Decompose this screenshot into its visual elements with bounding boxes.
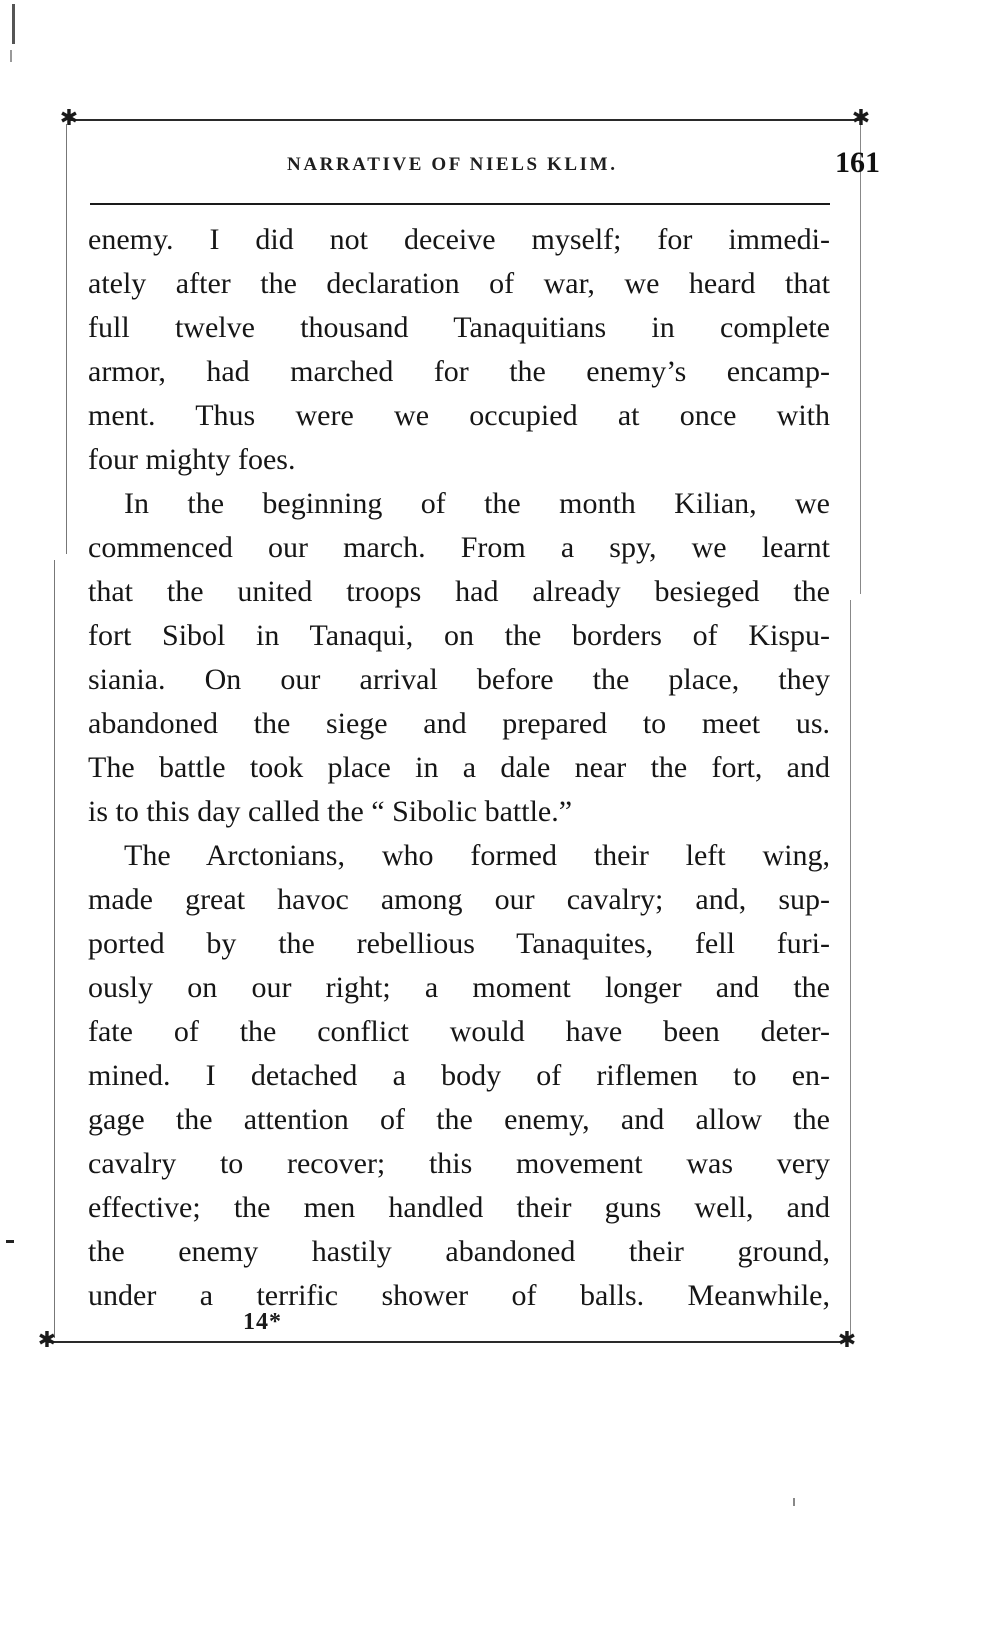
text-line: siania. On our arrival before the place, they (88, 663, 830, 696)
text-line: commenced our march. From a spy, we learnt (88, 531, 830, 564)
text-line: ment. Thus were we occupied at once with (88, 399, 830, 432)
text-line: ported by the rebellious Tanaquites, fell furi- (88, 927, 830, 960)
text-line: In the beginning of the month Kilian, we (124, 487, 830, 520)
text-line: ously on our right; a moment longer and the (88, 971, 830, 1004)
text-line: is to this day called the “ Sibolic battle.” (88, 795, 573, 828)
scan-speck (10, 50, 12, 62)
text-line: The battle took place in a dale near the fort, and (88, 751, 830, 784)
text-line: under a terrific shower of balls. Meanwhile, (88, 1279, 830, 1312)
text-line: that the united troops had already besieged the (88, 575, 830, 608)
text-line: enemy. I did not deceive myself; for immedi- (88, 223, 830, 256)
corner-ornament-top-right: ✱ (851, 106, 871, 131)
signature-mark: 14* (243, 1309, 282, 1335)
header-rule (90, 203, 830, 205)
text-line: the enemy hastily abandoned their ground, (88, 1235, 830, 1268)
text-line: effective; the men handled their guns well, and (88, 1191, 830, 1224)
text-line: The Arctonians, who formed their left wing, (124, 839, 830, 872)
body-text (88, 218, 830, 1318)
text-line: full twelve thousand Tanaquitians in complete (88, 311, 830, 344)
corner-ornament-bottom-right: ✱ (837, 1328, 857, 1353)
text-line: abandoned the siege and prepared to meet us. (88, 707, 830, 740)
frame-left-rule-upper (66, 124, 67, 554)
text-line: gage the attention of the enemy, and allow the (88, 1103, 830, 1136)
corner-ornament-top-left: ✱ (59, 106, 79, 131)
frame-right-rule-upper (860, 124, 861, 594)
running-head-title: NARRATIVE OF NIELS KLIM. (287, 154, 618, 175)
corner-ornament-bottom-left: ✱ (37, 1328, 57, 1353)
scan-speck (793, 1498, 795, 1506)
text-line: fate of the conflict would have been deter- (88, 1015, 830, 1048)
text-line: four mighty foes. (88, 443, 296, 476)
frame-left-rule-lower (54, 560, 55, 1338)
scan-speck (12, 4, 15, 44)
frame-right-rule-lower (850, 600, 851, 1335)
text-line: armor, had marched for the enemy’s encamp- (88, 355, 830, 388)
text-line: made great havoc among our cavalry; and, sup- (88, 883, 830, 916)
page-number: 161 (835, 146, 880, 179)
text-line: fort Sibol in Tanaqui, on the borders of Kispu- (88, 619, 830, 652)
frame-bottom-rule (48, 1341, 844, 1343)
running-head (80, 146, 880, 186)
frame-top-rule (70, 119, 860, 121)
margin-mark (6, 1240, 14, 1243)
text-line: mined. I detached a body of riflemen to en- (88, 1059, 830, 1092)
text-line: ately after the declaration of war, we heard that (88, 267, 830, 300)
text-line: cavalry to recover; this movement was very (88, 1147, 830, 1180)
